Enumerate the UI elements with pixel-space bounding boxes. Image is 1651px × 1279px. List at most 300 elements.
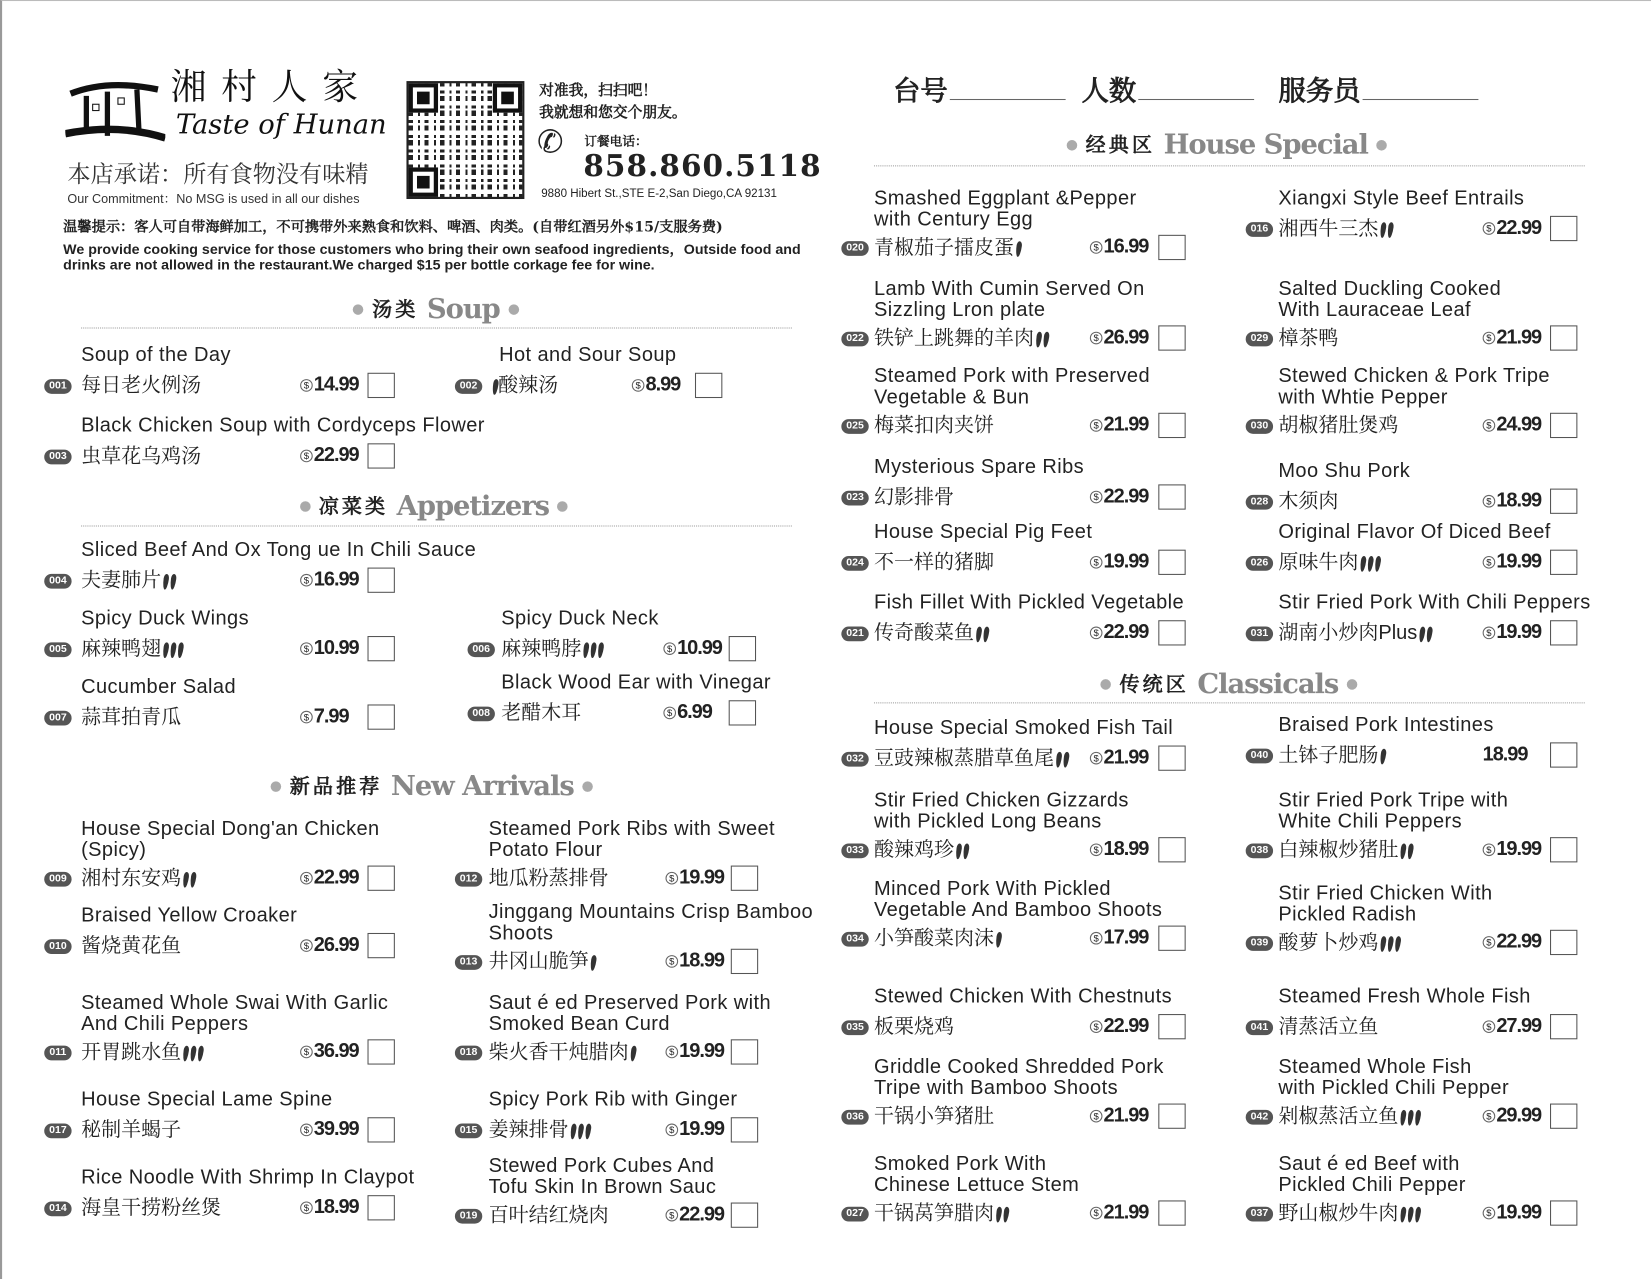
- section-header: [1060, 667, 1397, 703]
- dish-name-en: [874, 522, 1092, 543]
- chili-pepper-icon: [995, 931, 1002, 947]
- dish-name-en: [874, 987, 1172, 1008]
- dish-name-cn-text: 胡椒猪肚煲鸡: [1278, 414, 1399, 437]
- notice-cn: 温馨提示：客人可自带海鲜加工，不可携带外来熟食和饮料、啤酒、肉类。(自带红酒另外$15/支服务费): [63, 219, 723, 236]
- dish-name-line: with Pickled Long Beans: [873, 810, 1102, 833]
- dish-name-line: with Whtie Pepper: [1278, 386, 1448, 409]
- dish-code-badge: 024: [841, 556, 868, 571]
- server-blank[interactable]: [1363, 98, 1479, 100]
- dish-name-cn-text: 樟茶鸭: [1278, 327, 1339, 350]
- dish-code-badge: 016: [1246, 222, 1273, 237]
- dish-name-line: Steamed Whole Swai With Garlic: [81, 991, 389, 1015]
- order-checkbox[interactable]: [1550, 930, 1577, 955]
- order-fields: [893, 75, 1479, 109]
- dish-name-en: [1278, 1154, 1465, 1196]
- dish-name-cn-text: 传奇酸菜鱼: [873, 622, 975, 645]
- price-value: 18.99: [1496, 489, 1542, 512]
- price-value: 18.99: [1103, 838, 1149, 861]
- dish-price: [1090, 235, 1148, 260]
- order-checkbox[interactable]: [1158, 484, 1185, 509]
- dish-code-badge: 008: [468, 707, 495, 722]
- section-divider: [874, 702, 1585, 703]
- people-count-blank[interactable]: [1138, 98, 1254, 100]
- dish-name-line: Griddle Cooked Shredded Pork: [873, 1056, 1164, 1079]
- dish-code-badge: 030: [1246, 419, 1273, 434]
- dish-name-line: Saut é ed Beef with: [1278, 1153, 1460, 1176]
- price-value: 29.99: [1496, 1104, 1542, 1127]
- order-checkbox[interactable]: [1550, 325, 1577, 350]
- dish-code-badge: 017: [44, 1124, 71, 1139]
- dish-name-cn-text: 原味牛肉: [1278, 551, 1359, 574]
- dish-price: [1483, 1014, 1541, 1039]
- price-value: 10.99: [677, 637, 722, 660]
- chili-pepper-icon: [1418, 626, 1425, 642]
- dish-name-cn: [874, 1016, 954, 1039]
- order-checkbox[interactable]: [1158, 1014, 1185, 1039]
- dish-code-badge: 007: [44, 711, 71, 726]
- dish-name-en: [81, 416, 485, 437]
- dish-code-badge: 040: [1246, 749, 1273, 764]
- price-value: 7.99: [313, 705, 349, 728]
- dish-price: [665, 1117, 723, 1142]
- dish-name-cn-text: 清蒸活立鱼: [1278, 1016, 1379, 1039]
- dish-name-line: Mysterious Spare Ribs: [873, 455, 1085, 479]
- chili-pepper-icon: [1055, 751, 1062, 767]
- dish-name-en: [501, 609, 659, 630]
- dish-price: [665, 866, 723, 891]
- dish-price: [1090, 1104, 1148, 1129]
- people-count-label: 人数: [1081, 75, 1137, 108]
- dish-code-badge: 002: [455, 379, 482, 394]
- dish-name-line: Steamed Fresh Whole Fish: [1278, 985, 1531, 1008]
- dish-name-line: Smashed Eggplant &Pepper: [873, 187, 1137, 210]
- order-checkbox[interactable]: [1550, 837, 1577, 862]
- chili-pepper-icon: [1002, 1206, 1009, 1222]
- price-value: 18.99: [1482, 743, 1528, 766]
- dish-name-en: [874, 879, 1162, 921]
- dish-name-en: [81, 677, 236, 698]
- chili-pepper-icon: [1035, 331, 1042, 347]
- chili-pepper-icon: [955, 843, 962, 859]
- dish-name-cn: [874, 622, 989, 645]
- dish-name-cn: [1278, 1203, 1420, 1226]
- dish-name-line: Sliced Beef And Ox Tong ue In Chili Sauce: [81, 539, 477, 562]
- order-checkbox[interactable]: [367, 1117, 394, 1142]
- price-value: 26.99: [1103, 326, 1149, 349]
- chili-pepper-icon: [170, 573, 177, 589]
- dish-name-cn-text: 不一样的猪脚: [873, 551, 995, 574]
- dish-name-line: Moo Shu Pork: [1278, 460, 1411, 483]
- server-label: 服务员: [1278, 75, 1361, 108]
- logo-house-icon: [65, 71, 165, 143]
- order-checkbox[interactable]: [731, 1117, 758, 1142]
- dish-name-cn-text: 木须肉: [1278, 490, 1339, 513]
- dish-name-line: Hot and Sour Soup: [499, 344, 677, 367]
- dish-name-line: with Pickled Chili Pepper: [1278, 1077, 1510, 1100]
- dollar-icon: $: [632, 379, 645, 392]
- bullet-icon: [271, 781, 282, 792]
- dish-name-line: Rice Noodle With Shrimp In Claypot: [81, 1166, 415, 1189]
- chili-pepper-icon: [995, 1206, 1002, 1222]
- chili-pepper-icon: [1379, 748, 1386, 764]
- order-checkbox[interactable]: [731, 1203, 758, 1228]
- dollar-icon: $: [1090, 332, 1103, 345]
- dollar-icon: $: [1090, 843, 1103, 856]
- dish-price: [300, 568, 358, 593]
- scan-line-2: 我就想和您交个朋友。: [539, 103, 687, 121]
- dish-name-en: [874, 279, 1145, 321]
- price-value: 17.99: [1103, 926, 1149, 949]
- section-title-cn: 凉菜类: [318, 494, 389, 519]
- dish-code-badge: 029: [1246, 332, 1273, 347]
- dish-name-line: Soup of the Day: [81, 344, 231, 367]
- dollar-icon: $: [1483, 1207, 1496, 1220]
- phone-number[interactable]: 858.860.5118: [583, 148, 822, 184]
- section-header: [263, 769, 600, 805]
- dish-name-line: Tripe with Bamboo Shoots: [873, 1077, 1119, 1100]
- price-value: 21.99: [1103, 413, 1149, 436]
- dish-code-badge: 041: [1246, 1020, 1273, 1035]
- price-value: 16.99: [1103, 235, 1149, 258]
- dollar-icon: $: [300, 379, 313, 392]
- dish-name-line: Black Chicken Soup with Cordyceps Flower: [81, 414, 485, 437]
- dollar-icon: $: [300, 1046, 313, 1059]
- order-checkbox[interactable]: [1550, 620, 1577, 645]
- dollar-icon: $: [1483, 936, 1496, 949]
- dish-name-en: [489, 1156, 717, 1198]
- dish-code-badge: 011: [44, 1046, 71, 1061]
- dish-name-cn-text: 酸萝卜炒鸡: [1278, 931, 1379, 955]
- order-checkbox[interactable]: [1158, 550, 1185, 575]
- chili-pepper-icon: [570, 1123, 577, 1139]
- order-checkbox[interactable]: [367, 568, 394, 593]
- dollar-icon: $: [1483, 1110, 1496, 1123]
- dish-code-badge: 015: [455, 1124, 482, 1139]
- dish-price: [1090, 620, 1148, 645]
- dollar-icon: $: [663, 642, 676, 655]
- section-divider: [81, 327, 792, 328]
- order-checkbox[interactable]: [1158, 746, 1185, 771]
- dish-name-en: [1278, 188, 1524, 209]
- order-checkbox[interactable]: [731, 1039, 758, 1064]
- price-value: 19.99: [679, 1040, 724, 1063]
- logo-english-name: Taste of Hunan: [175, 109, 387, 142]
- bullet-icon: [508, 304, 519, 315]
- dish-name-cn-text: 虫草花乌鸡汤: [81, 445, 202, 468]
- order-checkbox[interactable]: [729, 700, 756, 725]
- dollar-icon: $: [300, 872, 313, 885]
- dish-name-cn: [874, 237, 1021, 260]
- dish-name-line: Shoots: [488, 922, 554, 945]
- dollar-icon: $: [1090, 241, 1103, 254]
- bullet-icon: [582, 781, 593, 792]
- dish-name-cn: [81, 868, 196, 891]
- order-checkbox[interactable]: [367, 933, 394, 958]
- bullet-icon: [1347, 679, 1358, 690]
- dish-name-cn-text: 野山椒炒牛肉: [1278, 1202, 1399, 1225]
- order-checkbox[interactable]: [1158, 926, 1185, 951]
- dollar-icon: $: [1483, 222, 1496, 235]
- section-title-en: House Special: [1163, 129, 1368, 162]
- dish-name-cn-text: 剁椒蒸活立鱼: [1278, 1105, 1399, 1128]
- section-title-en: Classicals: [1197, 668, 1339, 701]
- price-value: 6.99: [677, 701, 712, 724]
- dish-name-line: Stewed Chicken With Chestnuts: [873, 985, 1172, 1008]
- dish-name-line: House Special Smoked Fish Tail: [873, 717, 1174, 740]
- dish-price: [1090, 837, 1148, 862]
- dish-name-cn: [81, 1041, 203, 1064]
- bullet-icon: [1067, 140, 1078, 151]
- dish-name-en: [1278, 461, 1410, 482]
- dollar-icon: $: [300, 1201, 313, 1214]
- dish-name-cn-text: 幻影排骨: [873, 486, 955, 509]
- dish-name-cn: [1278, 1106, 1420, 1129]
- dollar-icon: $: [1483, 495, 1496, 508]
- dish-name-en: [81, 1090, 332, 1111]
- dish-price: [1483, 550, 1541, 575]
- dish-price: [1483, 325, 1541, 350]
- order-checkbox[interactable]: [731, 949, 758, 974]
- dish-name-cn: [489, 868, 609, 891]
- dish-name-cn-text: 柴火香干炖腊肉: [488, 1041, 629, 1064]
- price-value: 22.99: [1496, 930, 1542, 953]
- dollar-icon: $: [300, 574, 313, 587]
- order-checkbox[interactable]: [1158, 325, 1185, 350]
- dish-code-badge: 004: [44, 574, 71, 589]
- dish-name-line: Stir Fried Chicken With: [1278, 882, 1493, 905]
- dish-code-badge: 006: [468, 642, 495, 657]
- dish-name-cn-text: 白辣椒炒猪肚: [1278, 839, 1399, 862]
- dish-name-cn-text: 麻辣鸭翅: [81, 638, 162, 661]
- dish-name-line: Black Wood Ear with Vinegar: [501, 671, 771, 694]
- dish-code-badge: 038: [1246, 843, 1273, 858]
- price-value: 24.99: [1496, 413, 1542, 436]
- dish-price: [300, 933, 358, 958]
- dish-name-cn: [1278, 744, 1385, 767]
- dish-name-cn-text: 姜辣排骨: [488, 1119, 569, 1142]
- dish-price: [1483, 620, 1541, 645]
- dish-code-badge: 023: [841, 491, 868, 506]
- dish-price: [300, 636, 358, 661]
- dish-name-cn: [81, 1119, 181, 1142]
- order-checkbox[interactable]: [367, 443, 394, 468]
- price-value: 21.99: [1496, 326, 1542, 349]
- dish-price: [300, 704, 348, 729]
- price-value: 19.99: [1496, 550, 1542, 573]
- order-checkbox[interactable]: [1158, 1200, 1185, 1225]
- dish-name-line: Sizzling Lron plate: [873, 299, 1046, 322]
- dish-name-cn: [81, 707, 181, 730]
- price-value: 18.99: [679, 949, 724, 972]
- dish-name-en: [1278, 366, 1550, 408]
- section-header: [265, 489, 602, 525]
- order-checkbox[interactable]: [1158, 620, 1185, 645]
- dish-code-badge: 009: [44, 872, 71, 887]
- dish-name-cn: [491, 375, 558, 398]
- chili-pepper-icon: [162, 573, 169, 589]
- dish-name-cn: [81, 935, 181, 958]
- dish-name-line: Potato Flour: [488, 839, 603, 862]
- order-checkbox[interactable]: [367, 704, 394, 729]
- dollar-icon: $: [1090, 1207, 1103, 1220]
- dish-name-line: Steamed Pork Ribs with Sweet: [488, 818, 776, 841]
- order-checkbox[interactable]: [731, 866, 758, 891]
- dish-name-cn-text: 湖南小炒肉Plus: [1278, 622, 1418, 645]
- order-checkbox[interactable]: [695, 373, 722, 398]
- order-checkbox[interactable]: [1550, 1200, 1577, 1225]
- dish-name-cn-text: 酸辣汤: [498, 374, 559, 397]
- price-value: 36.99: [313, 1040, 359, 1063]
- dish-name-en: [874, 791, 1129, 833]
- chili-pepper-icon: [1387, 935, 1394, 951]
- price-value: 8.99: [645, 373, 681, 396]
- order-checkbox[interactable]: [1158, 1104, 1185, 1129]
- qr-code[interactable]: [406, 81, 524, 199]
- dish-name-cn: [874, 415, 994, 438]
- dish-price: [665, 949, 723, 974]
- dish-name-cn-text: 蒜茸拍青瓜: [81, 706, 182, 729]
- dish-name-line: White Chili Peppers: [1278, 810, 1463, 833]
- order-checkbox[interactable]: [1550, 550, 1577, 575]
- bullet-icon: [300, 501, 311, 512]
- dish-code-badge: 028: [1246, 495, 1273, 510]
- price-value: 21.99: [1103, 1201, 1149, 1224]
- dish-name-en: [1278, 522, 1550, 543]
- dish-name-line: Original Flavor Of Diced Beef: [1278, 521, 1551, 544]
- dish-name-line: House Special Pig Feet: [873, 521, 1093, 544]
- chili-pepper-icon: [1414, 1109, 1421, 1125]
- price-value: 19.99: [679, 1118, 724, 1141]
- order-phone-label: 订餐电话：: [584, 133, 648, 149]
- order-checkbox[interactable]: [1550, 1014, 1577, 1039]
- order-checkbox[interactable]: [1550, 1104, 1577, 1129]
- dish-price: [665, 1039, 723, 1064]
- dish-name-en: [501, 673, 771, 694]
- dish-name-en: [1278, 987, 1531, 1008]
- order-checkbox[interactable]: [729, 636, 756, 661]
- dish-name-cn: [1278, 552, 1380, 575]
- order-checkbox[interactable]: [367, 636, 394, 661]
- dish-name-cn: [1278, 839, 1413, 862]
- order-checkbox[interactable]: [367, 373, 394, 398]
- section-title-cn: 传统区: [1119, 672, 1189, 697]
- dish-name-en: [1278, 1057, 1509, 1099]
- dollar-icon: $: [1090, 627, 1103, 640]
- dish-name-cn: [489, 951, 596, 974]
- chili-pepper-icon: [1387, 221, 1394, 237]
- dish-name-cn: [81, 375, 201, 398]
- bullet-icon: [353, 304, 364, 315]
- dish-name-line: Jinggang Mountains Crisp Bamboo: [488, 901, 814, 924]
- dish-code-badge: 013: [455, 955, 482, 970]
- dish-name-cn: [1278, 327, 1338, 350]
- dollar-icon: $: [663, 707, 676, 720]
- dish-name-cn: [489, 1205, 609, 1228]
- dish-name-cn-text: 夫妻肺片: [81, 569, 162, 592]
- order-checkbox[interactable]: [1158, 837, 1185, 862]
- chili-pepper-icon: [170, 642, 177, 658]
- dollar-icon: $: [1090, 752, 1103, 765]
- dish-name-cn: [874, 486, 954, 509]
- dish-name-en: [489, 1090, 738, 1111]
- dollar-icon: $: [300, 642, 313, 655]
- dish-price: [1090, 1200, 1148, 1225]
- dish-code-badge: 014: [44, 1201, 71, 1216]
- dish-code-badge: 019: [455, 1209, 482, 1224]
- section-divider: [874, 165, 1585, 166]
- dish-price: [1483, 1200, 1541, 1225]
- order-checkbox[interactable]: [1550, 216, 1577, 241]
- order-checkbox[interactable]: [367, 866, 394, 891]
- order-checkbox[interactable]: [367, 1195, 394, 1220]
- price-value: 19.99: [1496, 1201, 1542, 1224]
- dish-code-badge: 036: [841, 1110, 868, 1125]
- dish-name-line: Stir Fried Pork Tripe with: [1278, 789, 1509, 812]
- chili-pepper-icon: [1379, 221, 1386, 237]
- order-checkbox[interactable]: [1550, 413, 1577, 438]
- phone-icon: ✆: [537, 125, 564, 161]
- chili-pepper-icon: [584, 1123, 591, 1139]
- dish-name-en: [874, 457, 1084, 478]
- dish-price: [300, 866, 358, 891]
- dish-name-line: Vegetable & Bun: [873, 386, 1030, 409]
- dish-price: [1483, 742, 1528, 767]
- dish-name-cn-text: 土钵子肥肠: [1278, 744, 1379, 767]
- chili-pepper-icon: [975, 626, 982, 642]
- chili-pepper-icon: [1426, 626, 1433, 642]
- price-value: 19.99: [1103, 550, 1149, 573]
- dish-code-badge: 033: [841, 843, 868, 858]
- order-checkbox[interactable]: [367, 1039, 394, 1064]
- dish-name-en: [874, 593, 1184, 614]
- dish-price: [663, 636, 721, 661]
- price-value: 19.99: [1496, 621, 1542, 644]
- price-value: 21.99: [1103, 746, 1149, 769]
- dish-name-line: Spicy Pork Rib with Ginger: [488, 1088, 738, 1111]
- price-value: 18.99: [313, 1196, 359, 1219]
- dollar-icon: $: [665, 955, 678, 968]
- dish-name-line: Chinese Lettuce Stem: [873, 1174, 1080, 1197]
- table-number-blank[interactable]: [950, 98, 1066, 100]
- order-checkbox[interactable]: [1550, 742, 1577, 767]
- dish-code-badge: 010: [44, 939, 71, 954]
- dish-name-cn-text: 老醋木耳: [501, 702, 582, 725]
- chili-pepper-icon: [1399, 1206, 1406, 1222]
- dish-name-cn: [874, 839, 969, 862]
- dish-name-line: With Lauraceae Leaf: [1278, 299, 1471, 322]
- dollar-icon: $: [1483, 556, 1496, 569]
- price-value: 22.99: [1103, 1015, 1149, 1038]
- dish-code-badge: 031: [1246, 627, 1273, 642]
- dish-price: [1483, 413, 1541, 438]
- dish-code-badge: 018: [455, 1046, 482, 1061]
- dollar-icon: $: [1090, 932, 1103, 945]
- order-checkbox[interactable]: [1158, 235, 1185, 260]
- chili-pepper-icon: [630, 1045, 637, 1061]
- dish-name-cn-text: 酱烧黄花鱼: [81, 935, 182, 958]
- dish-name-en: [81, 609, 249, 630]
- commitment-cn: 本店承诺：所有食物没有味精: [67, 161, 369, 188]
- dish-name-cn: [874, 1106, 994, 1129]
- scan-line-1: 对准我，扫扫吧！: [539, 81, 658, 98]
- dish-name-cn: [874, 928, 1001, 951]
- dish-code-badge: 025: [841, 419, 868, 434]
- order-checkbox[interactable]: [1158, 413, 1185, 438]
- dollar-icon: $: [1483, 627, 1496, 640]
- order-checkbox[interactable]: [1550, 489, 1577, 514]
- dish-name-en: [874, 1154, 1079, 1196]
- dish-name-line: Minced Pork With Pickled: [873, 878, 1111, 901]
